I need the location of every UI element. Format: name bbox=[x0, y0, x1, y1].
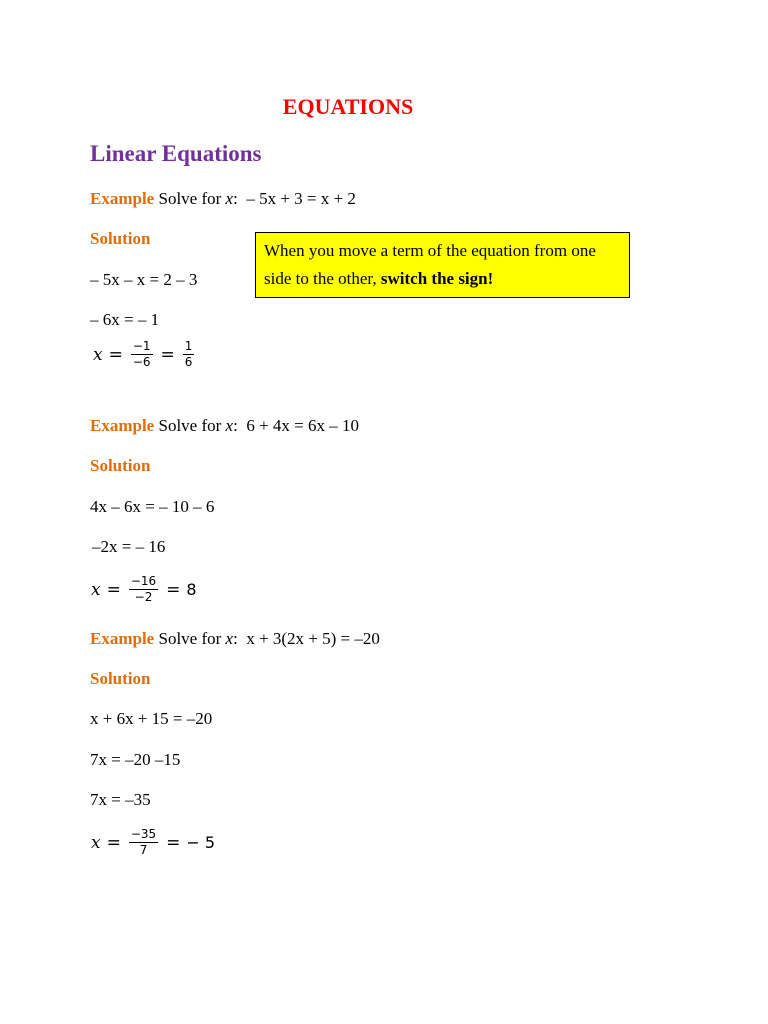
example-3-equation: x + 3(2x + 5) = –20 bbox=[246, 629, 380, 648]
final-answer: x = $\frac{-35}{7}$ = − 5 bbox=[91, 827, 216, 857]
solution-step: – 6x = – 1 bbox=[90, 310, 160, 329]
solve-for-label: Solve for bbox=[158, 189, 222, 208]
final-answer: x = $\frac{-1}{-6}$ = $\frac{1}{6}$ bbox=[93, 339, 193, 369]
solution-step: x + 6x + 15 = –20 bbox=[90, 709, 213, 728]
tip-note-emphasis: switch the sign! bbox=[380, 269, 494, 288]
example-2-equation: 6 + 4x = 6x – 10 bbox=[246, 416, 359, 435]
solution-label: Solution bbox=[90, 669, 151, 688]
fraction: $\frac{-16}{-2}$ bbox=[130, 574, 157, 604]
tip-note-text: When you move a term of the equation from one side to the other, bbox=[264, 241, 596, 288]
example-1-equation: – 5x + 3 = x + 2 bbox=[246, 189, 356, 208]
solution-step: 7x = –20 –15 bbox=[90, 750, 181, 769]
example-label: Example bbox=[90, 416, 155, 435]
solution-step: 4x – 6x = – 10 – 6 bbox=[90, 497, 215, 516]
final-answer: x = $\frac{-16}{-2}$ = 8 bbox=[91, 574, 197, 604]
solve-for-label: Solve for bbox=[158, 629, 222, 648]
solve-for-label: Solve for bbox=[158, 416, 222, 435]
page-title: EQUATIONS bbox=[282, 94, 414, 119]
solution-step: –2x = – 16 bbox=[92, 537, 166, 556]
solution-label: Solution bbox=[90, 456, 151, 475]
tip-note-box bbox=[255, 232, 630, 298]
example-label: Example bbox=[90, 629, 155, 648]
fraction: $\frac{1}{6}$ bbox=[184, 339, 193, 369]
solution-step: – 5x – x = 2 – 3 bbox=[90, 270, 198, 289]
fraction: $\frac{-35}{7}$ bbox=[130, 827, 157, 857]
solution-label: Solution bbox=[90, 229, 151, 248]
fraction: $\frac{-1}{-6}$ bbox=[132, 339, 151, 369]
solution-step: 7x = –35 bbox=[90, 790, 151, 809]
example-3-problem: Example Solve for x: x + 3(2x + 5) = –20 bbox=[90, 629, 380, 648]
example-label: Example bbox=[90, 189, 155, 208]
example-2-problem: Example Solve for x: 6 + 4x = 6x – 10 bbox=[90, 416, 359, 435]
example-1-problem: Example Solve for x: – 5x + 3 = x + 2 bbox=[90, 189, 356, 208]
section-title: Linear Equations bbox=[90, 141, 262, 166]
